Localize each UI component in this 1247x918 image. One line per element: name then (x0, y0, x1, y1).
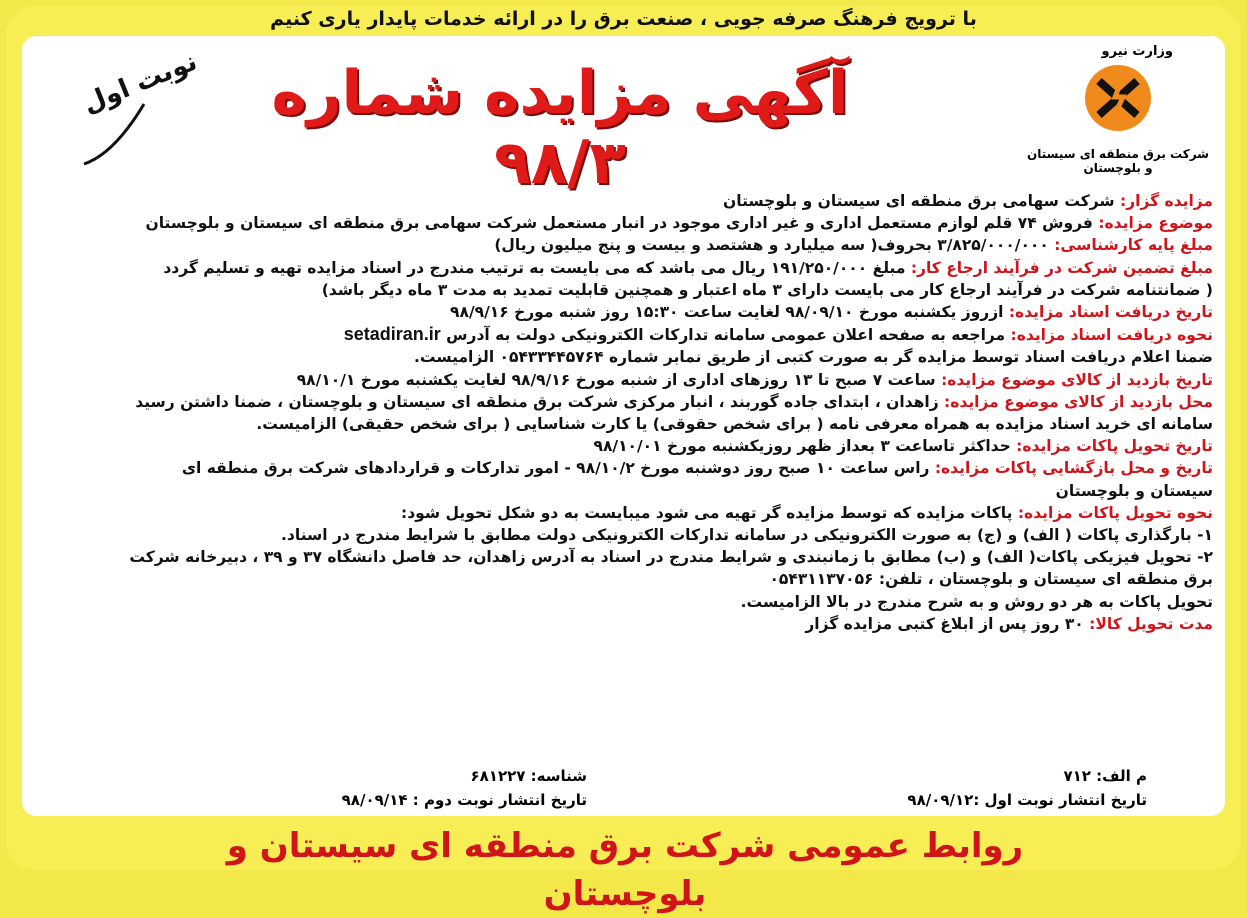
notice-line (33, 190, 1213, 212)
line-label: نحوه تحویل پاکات مزایده: (1017, 503, 1213, 522)
notice-title: آگهی مزایده شماره ۹۸/۳ (271, 58, 849, 198)
notice-line (33, 369, 1213, 391)
notice-line (33, 323, 1213, 346)
line-text: سامانه ای خرید اسناد مزایده به همراه معرفی نامه ( برای شخص حقوقی) یا کارت شناسایی ( برای شخص حقیقی) الزامیست. (256, 415, 1213, 434)
notice-line (33, 391, 1213, 413)
line-text: فروش ۷۴ قلم لوازم مستعمل اداری و غیر اداری موجود در انبار مستعمل شرکت سهامی برق منطقه ای سیستان و بلوچستان (145, 214, 1099, 233)
line-text: مبلغ ۱۹۱/۲۵۰/۰۰۰ ریال می باشد که می بایست به ترتیب مندرج در اسناد مزایده تهیه و تسلیم گردد (163, 258, 911, 277)
line-label: محل بازدید از کالای موضوع مزایده: (944, 392, 1213, 411)
line-text: ۳/۸۲۵/۰۰۰/۰۰۰ بحروف( سه میلیارد و هشتصد و بیست و پنج میلیون ریال) (494, 236, 1055, 255)
line-text: تحویل پاکات به هر دو روش و به شرح مندرج در بالا الزامیست. (740, 592, 1213, 611)
line-label: تاریخ بازدید از کالای موضوع مزایده: (941, 370, 1213, 389)
notice-line (33, 346, 1213, 368)
round-label: نوبت اول (78, 46, 202, 120)
line-text: ضمنا اعلام دریافت اسناد توسط مزایده گر به صورت کتبی از طریق نمابر شماره ۰۵۴۳۳۴۴۵۷۶۴ الزامیست. (414, 348, 1213, 367)
notice-line (33, 613, 1213, 635)
line-label: مدت تحویل کالا: (1089, 614, 1213, 633)
line-text: حداکثر تاساعت ۳ بعداز ظهر روزیکشنبه مورخ ۹۸/۱۰/۰۱ (593, 437, 1017, 456)
line-text: پاکات مزایده که توسط مزایده گر تهیه می شود میبایست به دو شکل تحویل شود: (401, 503, 1018, 522)
notice-line (33, 279, 1213, 301)
line-label: تاریخ و محل بازگشایی پاکات مزایده: (934, 459, 1213, 478)
line-label: تاریخ تحویل پاکات مزایده: (1016, 437, 1213, 456)
line-label: تاریخ دریافت اسناد مزایده: (1008, 303, 1213, 322)
notice-line (33, 435, 1213, 457)
line-text: برق منطقه ای سیستان و بلوچستان ، تلفن: ۰۵۴۳۱۱۳۷۰۵۶ (769, 570, 1213, 589)
line-text: ۲- تحویل فیزیکی پاکات( الف) و (ب) مطابق با زمانبندی و شرایط مندرج در اسناد به آدرس زاهدان، حد فاصل دانشگاه ۳۷ و ۳۹ ، دبیرخانه شرکت (129, 548, 1213, 567)
line-label: مزایده گزار: (1120, 192, 1213, 210)
notice-line (33, 301, 1213, 323)
notice-line (33, 457, 1213, 479)
ministry-label: وزارت نیرو (1101, 44, 1173, 59)
line-text: شرکت سهامی برق منطقه ای سیستان و بلوچستان (723, 192, 1121, 210)
header-slogan: با ترویج فرهنگ صرفه جویی ، صنعت برق را در ارائه خدمات پایدار یاری کنیم (270, 8, 977, 30)
notice-body (33, 190, 1213, 635)
company-name-small: شرکت برق منطقه ای سیستان و بلوچستان (1027, 147, 1209, 175)
line-text: راس ساعت ۱۰ صبح روز دوشنبه مورخ ۹۸/۱۰/۲ - امور تدارکات و قراردادهای شرکت برق منطقه ای (181, 459, 935, 478)
logo-area (1023, 44, 1213, 174)
line-label: نحوه دریافت اسناد مزایده: (1010, 326, 1213, 345)
line-label: موضوع مزایده: (1098, 214, 1213, 233)
line-text: ازروز یکشنبه مورخ ۹۸/۰۹/۱۰ لغایت ساعت ۱۵:۳۰ روز شنبه مورخ ۹۸/۹/۱۶ (450, 303, 1009, 322)
notice-line (33, 524, 1213, 546)
second-publication-date: تاریخ انتشار نوبت دوم : ۹۸/۰۹/۱۴ (341, 791, 587, 809)
setadiran-link[interactable]: setadiran.ir (343, 324, 441, 345)
notice-line (33, 480, 1213, 502)
notice-line (33, 568, 1213, 590)
line-label: مبلغ تضمین شرکت در فرآیند ارجاع کار: (910, 258, 1213, 277)
notice-line (33, 257, 1213, 279)
shenase: شناسه: ۶۸۱۲۲۷ (470, 767, 587, 785)
notice-line (33, 413, 1213, 435)
line-text: ( ضمانتنامه شرکت در فرآیند ارجاع کار می بایست دارای ۳ ماه اعتبار و همچنین قابلیت تمدید به مدت ۳ ماه دیگر باشد) (321, 280, 1213, 299)
first-publication-date: تاریخ انتشار نوبت اول :۹۸/۰۹/۱۲ (907, 791, 1147, 809)
line-text: ۱- بارگذاری پاکات ( الف) و (ج) به صورت الکترونیکی در سامانه تدارکات الکترونیکی دولت مطابق با شرایط مندرج در اسناد. (281, 526, 1213, 545)
line-text: ۳۰ روز پس از ابلاغ کتبی مزایده گزار (805, 614, 1090, 633)
notice-line (33, 502, 1213, 524)
mim-alef: م الف: ۷۱۲ (1063, 767, 1147, 785)
line-text: مراجعه به صفحه اعلان عمومی سامانه تدارکات الکترونیکی دولت به آدرس (440, 326, 1011, 345)
notice-line (33, 234, 1213, 256)
line-text: ساعت ۷ صبح تا ۱۳ روزهای اداری از شنبه مورخ ۹۸/۹/۱۶ لغایت یکشنبه مورخ ۹۸/۱۰/۱ (296, 370, 942, 389)
footer-public-relations: روابط عمومی شرکت برق منطقه ای سیستان و بلوچستان (226, 822, 1024, 870)
notice-line (33, 546, 1213, 568)
line-text: سیستان و بلوچستان (1055, 481, 1213, 500)
line-label: مبلغ پایه کارشناسی: (1054, 236, 1213, 255)
line-text: زاهدان ، ابتدای جاده گوربند ، انبار مرکزی شرکت برق منطقه ای سیستان و بلوچستان ، ضمنا داشتن رسید (135, 392, 945, 411)
notice-line (33, 212, 1213, 234)
power-company-logo-icon (1085, 65, 1151, 131)
notice-line (33, 591, 1213, 613)
